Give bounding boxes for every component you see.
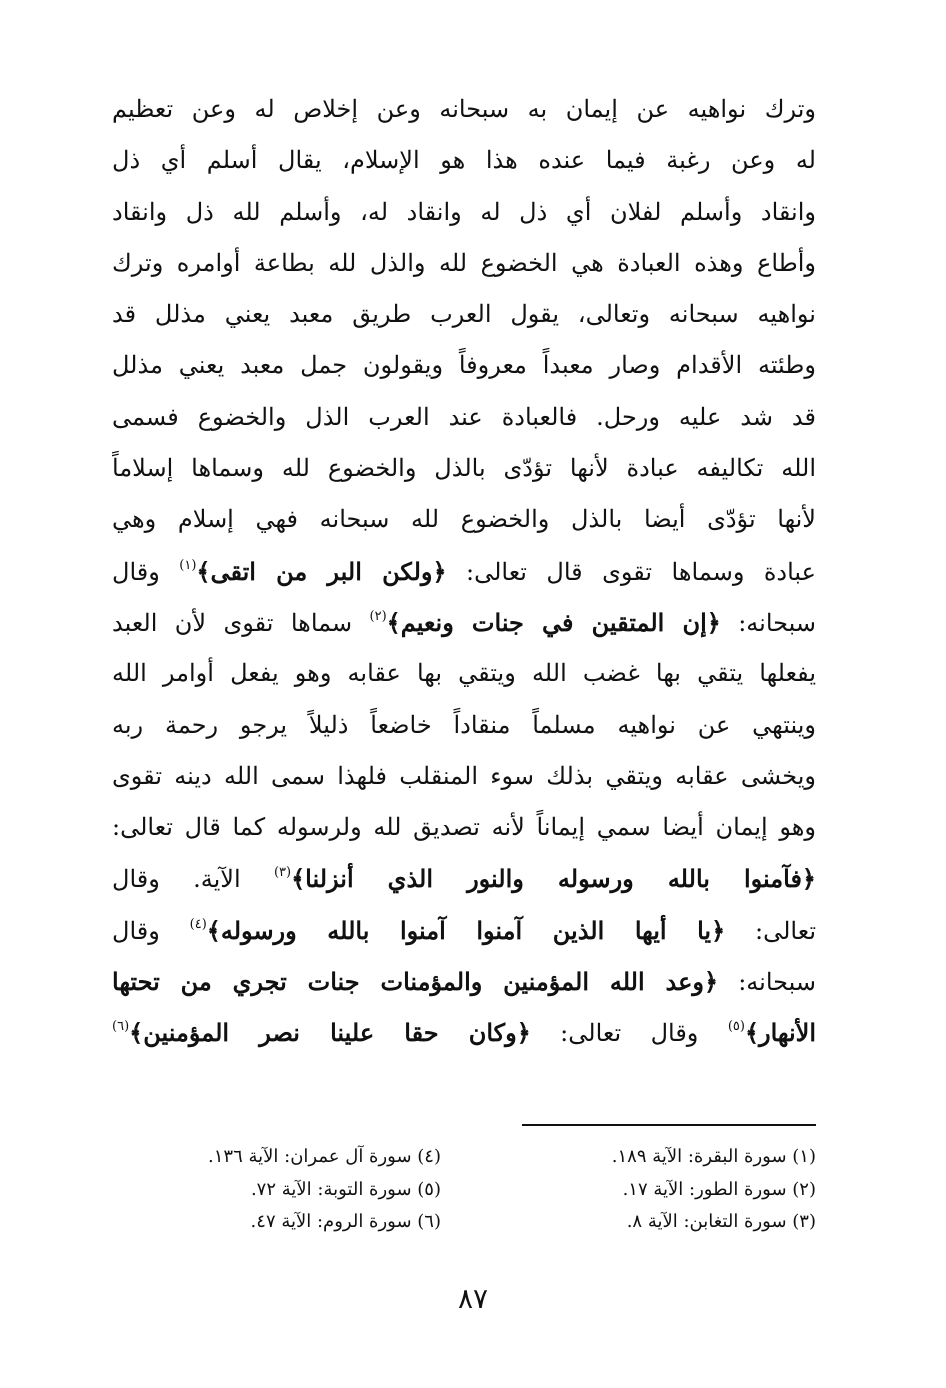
text-segment: لأنها تؤدّى أيضا بالذل والخضوع لله سبحانه فهي إسلام وهي	[112, 505, 816, 534]
footnote: (٢) سورة الطور: الآية ١٧.	[622, 1178, 816, 1200]
text-segment: عبادة وسماها تقوى قال تعالى:	[446, 557, 816, 586]
text-segment: وترك نواهيه عن إيمان به سبحانه وعن إخلاص له وعن تعظيم	[112, 95, 816, 123]
text-line	[112, 289, 816, 340]
text-segment: قد شد عليه ورحل. فالعبادة عند العرب الذل والخضوع فسمى	[112, 402, 816, 431]
footnote-marker: (٥)	[727, 1019, 745, 1035]
footnote: (٥) سورة التوبة: الآية ٧٢.	[250, 1178, 441, 1200]
text-segment: الآية. وقال	[112, 865, 274, 894]
text-line	[112, 494, 816, 545]
text-line	[112, 135, 816, 186]
text-line	[112, 853, 816, 904]
footnote: (٣) سورة التغابن: الآية ٨.	[626, 1211, 816, 1232]
text-segment: وينتهي عن نواهيه مسلماً منقاداً خاضعاً ذليلاً يرجو رحمة ربه	[112, 710, 816, 739]
quran-verse: ﴿وعد الله المؤمنين والمؤمنات جنات تجري من تحتها	[112, 967, 719, 997]
footnote: (٦) سورة الروم: الآية ٤٧.	[250, 1211, 441, 1232]
page-number: ٨٧	[457, 1282, 489, 1315]
text-line	[112, 956, 816, 1007]
text-segment: الله تكاليفه عبادة لأنها تؤدّى بالذل والخضوع لله وسماها إسلاماً	[112, 454, 816, 483]
footnote-marker: (٤)	[189, 916, 207, 932]
text-segment: يفعلها يتقي بها غضب الله ويتقي بها عقابه وهو يفعل أوامر الله	[112, 659, 816, 688]
footnote: (١) سورة البقرة: الآية ١٨٩.	[611, 1146, 816, 1167]
quran-verse: ﴿فآمنوا بالله ورسوله والنور الذي أنزلنا﴾	[291, 864, 816, 894]
footnotes-right-column	[612, 1141, 816, 1239]
text-segment: تعالى:	[725, 916, 816, 945]
footnote-marker: (٢)	[369, 608, 387, 624]
footnote-marker: (٣)	[273, 865, 292, 881]
quran-verse: ﴿وكان حقا علينا نصر المؤمنين﴾	[129, 1018, 531, 1048]
quran-verse: ﴿يا أيها الذين آمنوا آمنوا بالله ورسوله﴾	[206, 915, 726, 945]
footnote-marker: (٦)	[112, 1019, 130, 1035]
text-line	[112, 392, 816, 443]
text-segment: له وعن رغبة فيما عنده هذا هو الإسلام، يقال أسلم أي ذل	[112, 146, 816, 175]
text-line	[112, 546, 816, 597]
text-line	[112, 802, 816, 853]
text-segment: سماها تقوى لأن العبد	[112, 608, 370, 637]
text-line	[112, 905, 816, 956]
text-line	[112, 187, 816, 238]
text-segment: سبحانه:	[720, 608, 816, 637]
footnote-marker: (١)	[179, 557, 197, 573]
text-segment: وقال	[112, 557, 180, 586]
quran-verse: ﴿ولكن البر من اتقى﴾	[196, 556, 447, 586]
text-segment: وطئته الأقدام وصار معبداً معروفاً ويقولون جمل معبد يعني مذلل	[112, 351, 816, 380]
text-line	[112, 700, 816, 751]
text-line	[112, 340, 816, 391]
body-text	[112, 84, 816, 1059]
footnotes-left-column	[208, 1141, 441, 1239]
text-line	[112, 84, 816, 135]
text-segment: نواهيه سبحانه وتعالى، يقول العرب طريق معبد يعني مذلل قد	[112, 300, 816, 329]
text-segment: ويخشى عقابه ويتقي بذلك سوء المنقلب فلهذا سمى الله دينه تقوى	[112, 761, 816, 790]
text-line	[112, 238, 816, 289]
text-segment: وهو إيمان أيضا سمي إيماناً لأنه تصديق لله ولرسوله كما قال تعالى:	[112, 813, 816, 842]
text-line	[112, 443, 816, 494]
quran-verse: الأنهار﴾	[744, 1018, 816, 1048]
text-line	[112, 597, 816, 648]
footnote-separator	[522, 1124, 816, 1126]
text-segment: وانقاد وأسلم لفلان أي ذل له وانقاد له، وأسلم لله ذل وانقاد	[112, 197, 816, 226]
text-segment: سبحانه:	[718, 968, 816, 997]
text-line	[112, 751, 816, 802]
text-line	[112, 648, 816, 699]
text-line	[112, 1007, 816, 1058]
text-segment: وأطاع وهذه العبادة هي الخضوع لله والذل لله بطاعة أوامره وترك	[112, 248, 816, 277]
text-segment: وقال	[112, 916, 190, 945]
footnote: (٤) سورة آل عمران: الآية ١٣٦.	[208, 1146, 441, 1167]
text-segment: وقال تعالى:	[530, 1019, 728, 1048]
quran-verse: ﴿إن المتقين في جنات ونعيم﴾	[386, 607, 721, 637]
